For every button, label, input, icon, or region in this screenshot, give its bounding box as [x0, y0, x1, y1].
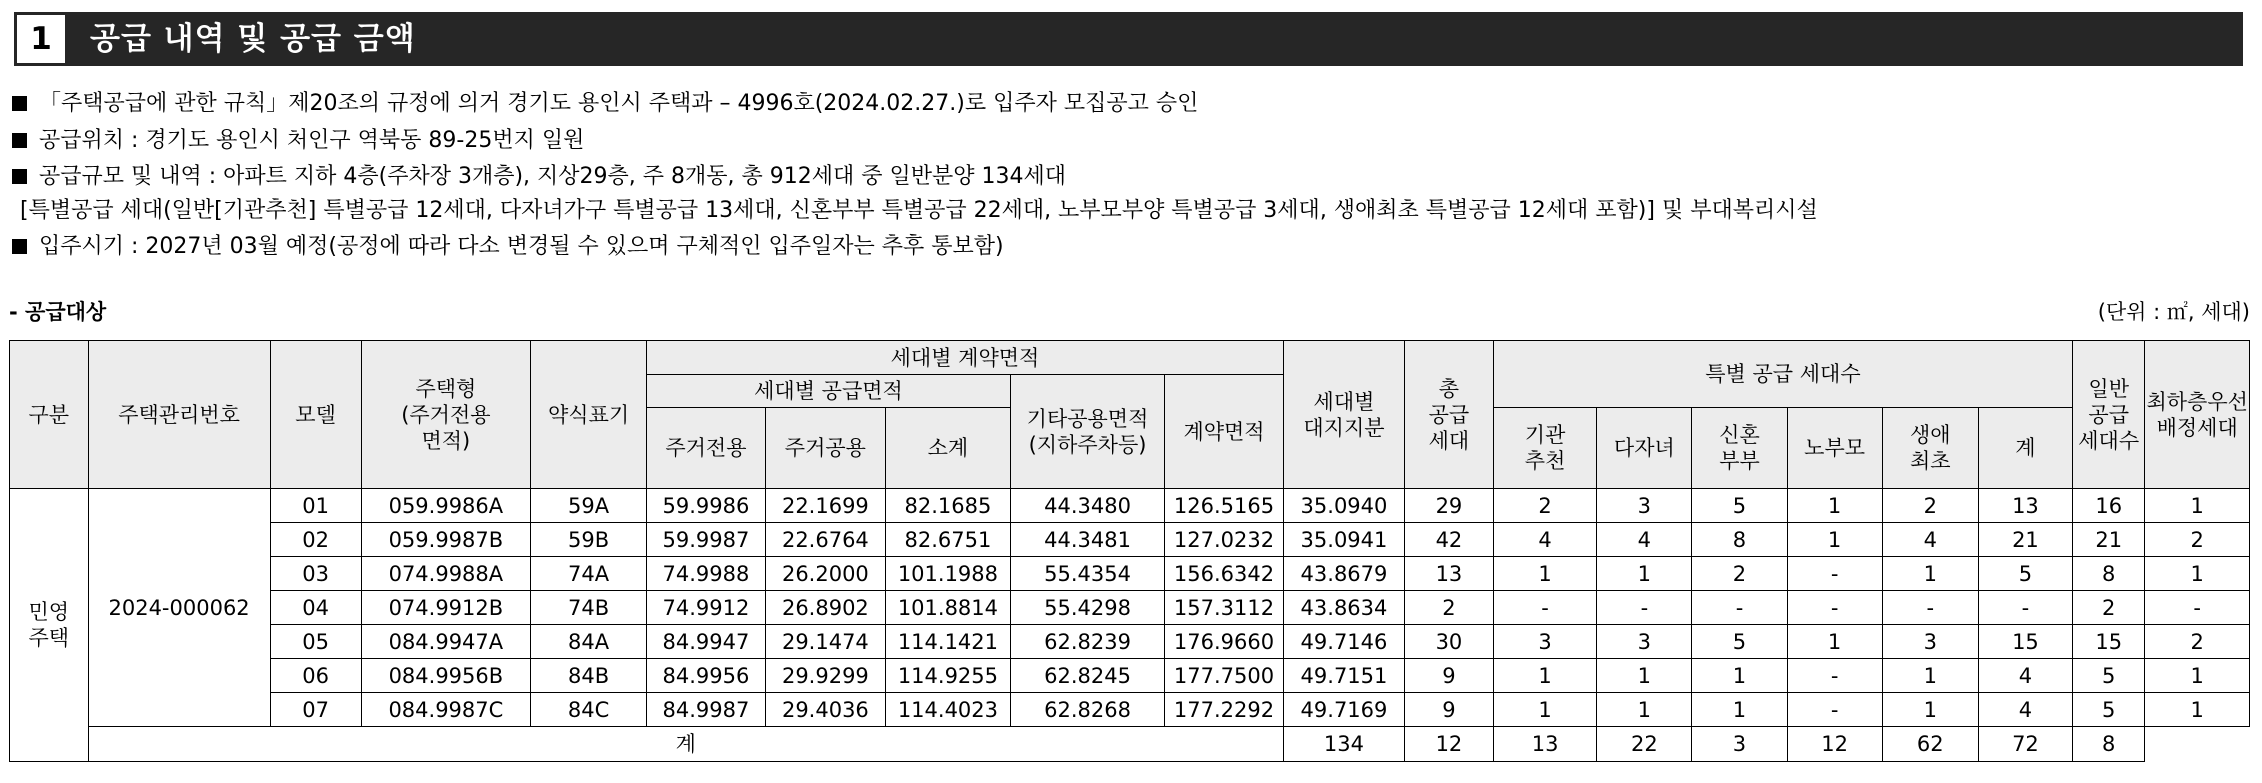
cell-newlywed: 1 — [1692, 693, 1787, 727]
cell-lowest-floor: 1 — [2145, 557, 2250, 591]
cell-common-area: 22.1699 — [765, 489, 885, 523]
header-land-share: 세대별 대지지분 — [1283, 341, 1404, 489]
cell-land-share: 49.7146 — [1283, 625, 1404, 659]
table-row — [10, 489, 2250, 523]
cell-special-sum: 15 — [1978, 625, 2072, 659]
table-row — [10, 591, 2250, 625]
cell-excl-area: 84.9956 — [646, 659, 765, 693]
cell-first: 1 — [1882, 659, 1978, 693]
cell-contract-area: 177.7500 — [1165, 659, 1284, 693]
total-multi: 13 — [1493, 727, 1596, 762]
cell-model: 03 — [270, 557, 361, 591]
total-newlywed: 22 — [1597, 727, 1692, 762]
header-model: 모델 — [270, 341, 361, 489]
header-inst: 기관 추천 — [1493, 408, 1596, 489]
header-sp-sum: 계 — [1978, 408, 2072, 489]
notice-item — [12, 89, 1198, 119]
cell-housing-type: 059.9986A — [361, 489, 531, 523]
cell-model: 02 — [270, 523, 361, 557]
header-other-common: 기타공용면적 (지하주차등) — [1010, 375, 1164, 489]
cell-short-label: 74B — [531, 591, 647, 625]
cell-contract-area: 176.9660 — [1165, 625, 1284, 659]
header-contract-area: 세대별 계약면적 — [646, 341, 1283, 375]
total-lowest-floor: 8 — [2073, 727, 2145, 762]
cell-model: 04 — [270, 591, 361, 625]
notice-text: 「주택공급에 관한 규칙」제20조의 규정에 의거 경기도 용인시 주택과 – 4996호(2024.02.27.)로 입주자 모집공고 승인 — [39, 91, 1199, 116]
cell-inst: 1 — [1493, 659, 1596, 693]
subsection-title: - 공급대상 — [9, 300, 107, 324]
total-special-sum: 62 — [1882, 727, 1978, 762]
cell-housing-type: 084.9947A — [361, 625, 531, 659]
header-housing-type: 주택형 (주거전용 면적) — [361, 341, 531, 489]
cell-total-supply: 9 — [1404, 659, 1493, 693]
notice-item — [20, 196, 1818, 226]
notice-text: 입주시기 : 2027년 03월 예정(공정에 따라 다소 변경될 수 있으며 구체적인 입주일자는 추후 통보함) — [39, 234, 1004, 259]
cell-special-sum: 4 — [1978, 659, 2072, 693]
cell-lowest-floor: 2 — [2145, 523, 2250, 557]
cell-subtotal-area: 114.9255 — [885, 659, 1010, 693]
square-bullet-icon — [12, 239, 27, 254]
cell-excl-area: 84.9987 — [646, 693, 765, 727]
header-row — [10, 341, 2250, 375]
cell-other-common-area: 62.8239 — [1010, 625, 1164, 659]
total-label: 계 — [88, 727, 1283, 762]
total-first: 12 — [1787, 727, 1882, 762]
cell-multi: 4 — [1597, 523, 1692, 557]
cell-multi: 1 — [1597, 693, 1692, 727]
table-row — [10, 523, 2250, 557]
cell-multi: 3 — [1597, 489, 1692, 523]
mgmt-number: 2024-000062 — [88, 489, 270, 727]
cell-general: 21 — [2073, 523, 2145, 557]
cell-short-label: 59A — [531, 489, 647, 523]
cell-land-share: 43.8679 — [1283, 557, 1404, 591]
cell-multi: - — [1597, 591, 1692, 625]
cell-model: 07 — [270, 693, 361, 727]
cell-contract-area: 126.5165 — [1165, 489, 1284, 523]
cell-contract-area: 177.2292 — [1165, 693, 1284, 727]
table-row — [10, 557, 2250, 591]
cell-subtotal-area: 114.4023 — [885, 693, 1010, 727]
cell-excl-area: 74.9988 — [646, 557, 765, 591]
cell-land-share: 49.7169 — [1283, 693, 1404, 727]
cell-subtotal-area: 82.6751 — [885, 523, 1010, 557]
header-elderly: 노부모 — [1787, 408, 1882, 489]
cell-newlywed: 1 — [1692, 659, 1787, 693]
cell-short-label: 84A — [531, 625, 647, 659]
cell-excl-area: 74.9912 — [646, 591, 765, 625]
header-subtotal: 소계 — [885, 408, 1010, 489]
cell-multi: 1 — [1597, 557, 1692, 591]
cell-common-area: 22.6764 — [765, 523, 885, 557]
header-general: 일반 공급 세대수 — [2073, 341, 2145, 489]
square-bullet-icon — [12, 133, 27, 148]
cell-model: 01 — [270, 489, 361, 523]
notice-text: 공급위치 : 경기도 용인시 처인구 역북동 89-25번지 일원 — [39, 128, 585, 153]
square-bullet-icon — [12, 169, 27, 184]
cell-common-area: 29.4036 — [765, 693, 885, 727]
cell-multi: 1 — [1597, 659, 1692, 693]
cell-subtotal-area: 101.1988 — [885, 557, 1010, 591]
header-gubun: 구분 — [10, 341, 89, 489]
cell-general: 8 — [2073, 557, 2145, 591]
cell-first: 1 — [1882, 557, 1978, 591]
cell-contract-area: 127.0232 — [1165, 523, 1284, 557]
cell-special-sum: 21 — [1978, 523, 2072, 557]
cell-common-area: 26.2000 — [765, 557, 885, 591]
cell-model: 06 — [270, 659, 361, 693]
cell-subtotal-area: 114.1421 — [885, 625, 1010, 659]
table-row — [10, 625, 2250, 659]
header-multi: 다자녀 — [1597, 408, 1692, 489]
cell-first: 1 — [1882, 693, 1978, 727]
cell-special-sum: 5 — [1978, 557, 2072, 591]
cell-elderly: - — [1787, 693, 1882, 727]
cell-housing-type: 074.9912B — [361, 591, 531, 625]
cell-elderly: 1 — [1787, 523, 1882, 557]
cell-special-sum: - — [1978, 591, 2072, 625]
total-row — [10, 727, 2250, 762]
cell-housing-type: 074.9988A — [361, 557, 531, 591]
cell-short-label: 59B — [531, 523, 647, 557]
cell-lowest-floor: 2 — [2145, 625, 2250, 659]
cell-lowest-floor: - — [2145, 591, 2250, 625]
cell-first: - — [1882, 591, 1978, 625]
cell-short-label: 84B — [531, 659, 647, 693]
cell-general: 5 — [2073, 693, 2145, 727]
header-common: 주거공용 — [765, 408, 885, 489]
cell-newlywed: 2 — [1692, 557, 1787, 591]
cell-total-supply: 9 — [1404, 693, 1493, 727]
header-total-supply: 총 공급 세대 — [1404, 341, 1493, 489]
section-header — [14, 12, 2243, 66]
table-row — [10, 659, 2250, 693]
cell-land-share: 35.0941 — [1283, 523, 1404, 557]
cell-newlywed: 5 — [1692, 489, 1787, 523]
cell-excl-area: 84.9947 — [646, 625, 765, 659]
cell-inst: 4 — [1493, 523, 1596, 557]
cell-multi: 3 — [1597, 625, 1692, 659]
cell-housing-type: 084.9956B — [361, 659, 531, 693]
cell-total-supply: 29 — [1404, 489, 1493, 523]
header-lowest-floor: 최하층우선 배정세대 — [2145, 341, 2250, 489]
cell-model: 05 — [270, 625, 361, 659]
total-inst: 12 — [1404, 727, 1493, 762]
cell-other-common-area: 44.3481 — [1010, 523, 1164, 557]
cell-inst: 1 — [1493, 557, 1596, 591]
notice-item — [12, 126, 584, 156]
cell-common-area: 26.8902 — [765, 591, 885, 625]
cell-total-supply: 30 — [1404, 625, 1493, 659]
cell-inst: 1 — [1493, 693, 1596, 727]
cell-contract-area: 156.6342 — [1165, 557, 1284, 591]
cell-other-common-area: 62.8245 — [1010, 659, 1164, 693]
cell-short-label: 74A — [531, 557, 647, 591]
cell-special-sum: 13 — [1978, 489, 2072, 523]
cell-subtotal-area: 101.8814 — [885, 591, 1010, 625]
cell-general: 16 — [2073, 489, 2145, 523]
cell-land-share: 35.0940 — [1283, 489, 1404, 523]
cell-other-common-area: 62.8268 — [1010, 693, 1164, 727]
cell-lowest-floor: 1 — [2145, 489, 2250, 523]
total-total-supply: 134 — [1283, 727, 1404, 762]
cell-common-area: 29.9299 — [765, 659, 885, 693]
cell-excl-area: 59.9987 — [646, 523, 765, 557]
cell-newlywed: 8 — [1692, 523, 1787, 557]
cell-special-sum: 4 — [1978, 693, 2072, 727]
cell-short-label: 84C — [531, 693, 647, 727]
header-short-label: 약식표기 — [531, 341, 647, 489]
group-label: 민영 주택 — [10, 489, 89, 762]
header-supply-area: 세대별 공급면적 — [646, 375, 1010, 408]
cell-land-share: 49.7151 — [1283, 659, 1404, 693]
cell-common-area: 29.1474 — [765, 625, 885, 659]
cell-elderly: - — [1787, 591, 1882, 625]
cell-lowest-floor: 1 — [2145, 693, 2250, 727]
header-first: 생애 최초 — [1882, 408, 1978, 489]
header-mgmt-no: 주택관리번호 — [88, 341, 270, 489]
cell-other-common-area: 55.4298 — [1010, 591, 1164, 625]
cell-general: 2 — [2073, 591, 2145, 625]
cell-total-supply: 42 — [1404, 523, 1493, 557]
header-contract: 계약면적 — [1165, 375, 1284, 489]
notice-item — [12, 162, 1066, 192]
cell-inst: 3 — [1493, 625, 1596, 659]
header-special: 특별 공급 세대수 — [1493, 341, 2072, 408]
cell-elderly: - — [1787, 659, 1882, 693]
cell-newlywed: 5 — [1692, 625, 1787, 659]
notice-text: [특별공급 세대(일반[기관추천] 특별공급 12세대, 다자녀가구 특별공급 13세대, 신혼부부 특별공급 22세대, 노부모부양 특별공급 3세대, 생애최초 특별공급 12세대 포함)] 및 부대복리시설 — [20, 198, 1818, 223]
header-excl: 주거전용 — [646, 408, 765, 489]
cell-general: 15 — [2073, 625, 2145, 659]
cell-inst: - — [1493, 591, 1596, 625]
cell-inst: 2 — [1493, 489, 1596, 523]
notice-item — [12, 232, 1004, 262]
cell-other-common-area: 44.3480 — [1010, 489, 1164, 523]
table-row — [10, 693, 2250, 727]
cell-first: 3 — [1882, 625, 1978, 659]
cell-general: 5 — [2073, 659, 2145, 693]
total-general: 72 — [1978, 727, 2072, 762]
section-number: 1 — [17, 15, 65, 63]
cell-excl-area: 59.9986 — [646, 489, 765, 523]
total-elderly: 3 — [1692, 727, 1787, 762]
supply-table — [9, 340, 2250, 762]
cell-first: 4 — [1882, 523, 1978, 557]
cell-housing-type: 059.9987B — [361, 523, 531, 557]
cell-first: 2 — [1882, 489, 1978, 523]
section-title: 공급 내역 및 공급 금액 — [90, 21, 416, 57]
cell-lowest-floor: 1 — [2145, 659, 2250, 693]
unit-label: (단위 : ㎡, 세대) — [2097, 300, 2250, 324]
cell-elderly: 1 — [1787, 489, 1882, 523]
cell-subtotal-area: 82.1685 — [885, 489, 1010, 523]
cell-elderly: - — [1787, 557, 1882, 591]
cell-elderly: 1 — [1787, 625, 1882, 659]
square-bullet-icon — [12, 96, 27, 111]
cell-contract-area: 157.3112 — [1165, 591, 1284, 625]
notice-text: 공급규모 및 내역 : 아파트 지하 4층(주차장 3개층), 지상29층, 주 8개동, 총 912세대 중 일반분양 134세대 — [39, 164, 1066, 189]
cell-newlywed: - — [1692, 591, 1787, 625]
cell-total-supply: 13 — [1404, 557, 1493, 591]
cell-other-common-area: 55.4354 — [1010, 557, 1164, 591]
cell-housing-type: 084.9987C — [361, 693, 531, 727]
cell-land-share: 43.8634 — [1283, 591, 1404, 625]
header-newlywed: 신혼 부부 — [1692, 408, 1787, 489]
cell-total-supply: 2 — [1404, 591, 1493, 625]
